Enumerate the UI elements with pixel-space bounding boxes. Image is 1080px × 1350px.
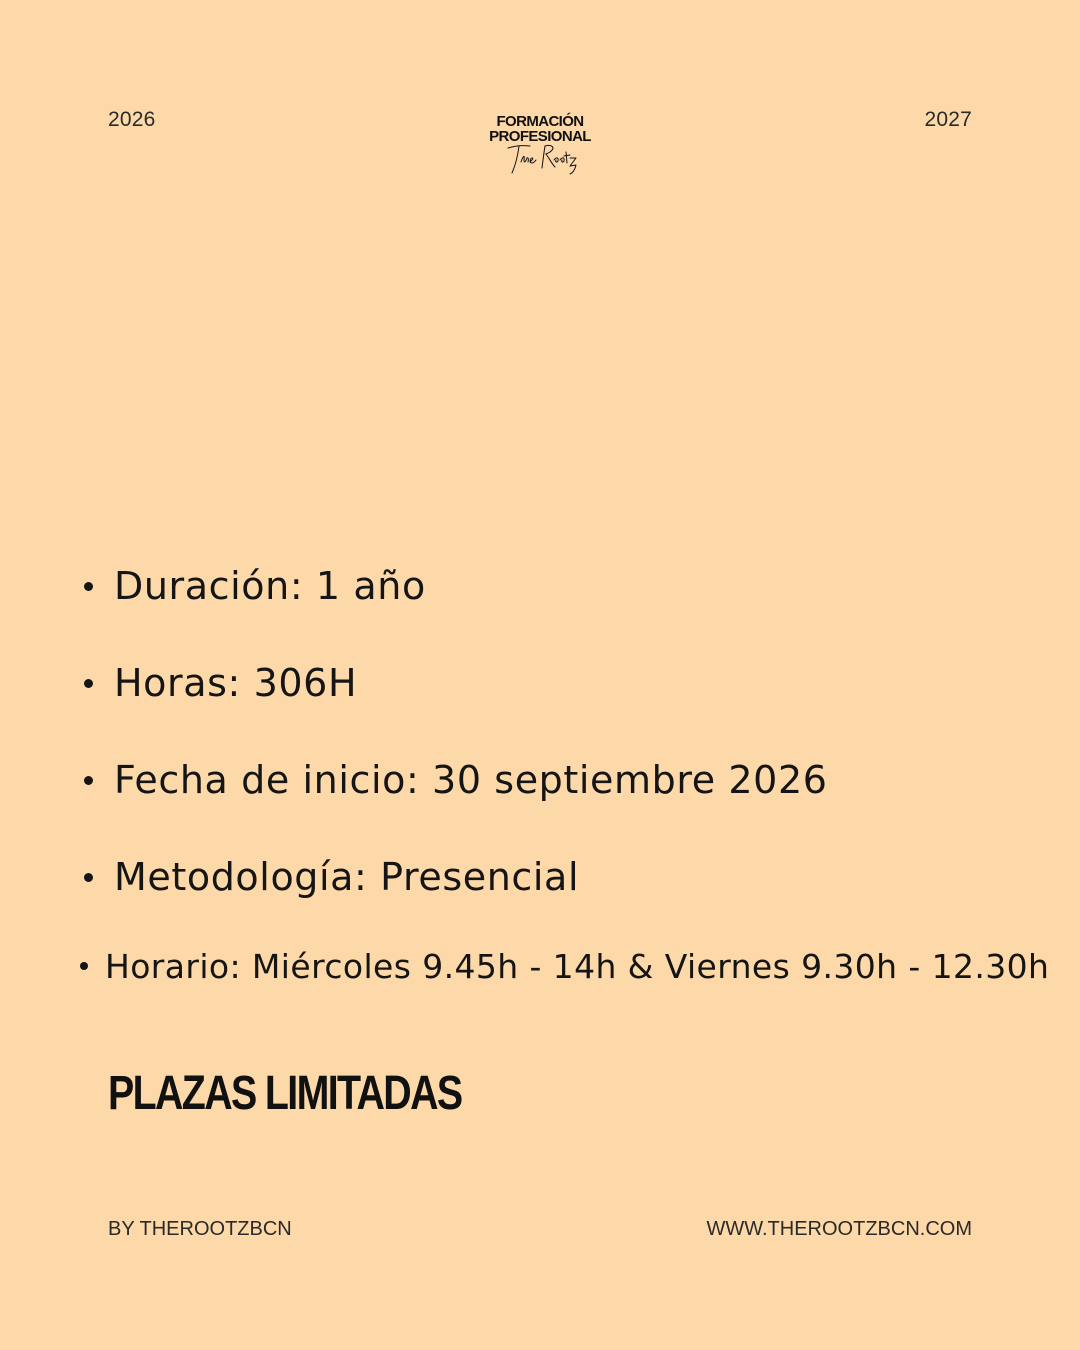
bullet-dot-icon (84, 582, 93, 591)
detail-start-date (80, 754, 828, 806)
detail-methodology (80, 851, 828, 903)
bullet-dot-icon (80, 962, 88, 970)
footer-brand: BY THEROOTZBCN (108, 1218, 292, 1240)
signature-logo-icon (500, 142, 580, 176)
course-details-list (80, 560, 828, 948)
detail-duration (80, 560, 828, 612)
footer-website-link[interactable]: WWW.THEROOTZBCN.COM (706, 1218, 972, 1240)
bullet-dot-icon (84, 873, 93, 882)
logo-line-2: PROFESIONAL (489, 128, 591, 145)
detail-duration-text: Duración: 1 año (114, 564, 426, 608)
detail-schedule (76, 944, 1049, 988)
bullet-dot-icon (84, 679, 93, 688)
detail-start-date-text: Fecha de inicio: 30 septiembre 2026 (114, 758, 828, 802)
detail-methodology-text: Metodología: Presencial (114, 855, 580, 899)
brand-logo (0, 114, 1080, 176)
year-end: 2027 (924, 108, 972, 131)
limited-places-callout: PLAZAS LIMITADAS (108, 1067, 462, 1120)
logo-line-1: FORMACIÓN (496, 113, 584, 130)
detail-hours (80, 657, 828, 709)
year-start: 2026 (108, 108, 156, 131)
detail-hours-text: Horas: 306H (114, 661, 358, 705)
bullet-dot-icon (84, 776, 93, 785)
detail-schedule-text: Horario: Miércoles 9.45h - 14h & Viernes 9.30h - 12.30h (105, 946, 1050, 986)
